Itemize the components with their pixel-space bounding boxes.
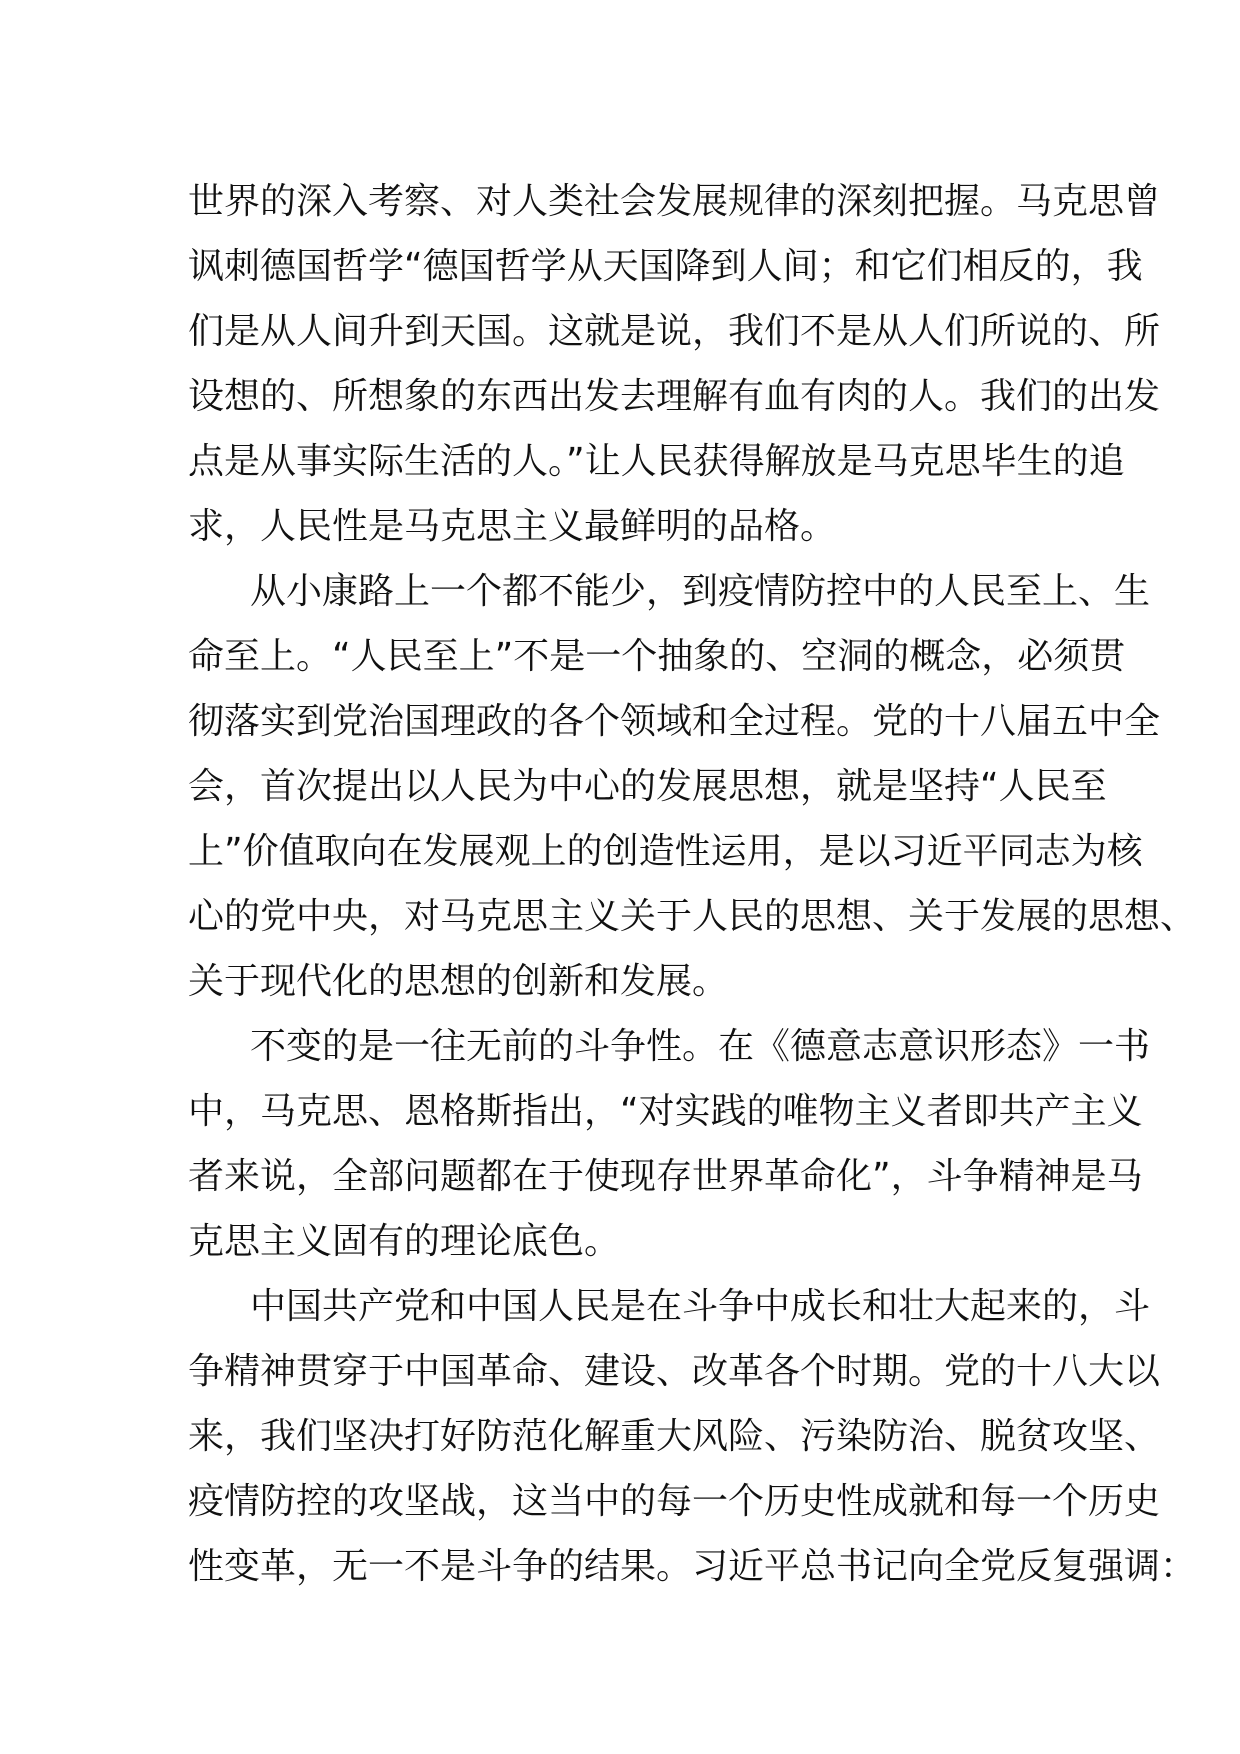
text-line: 中，马克思、恩格斯指出，“对实践的唯物主义者即共产主义 (188, 1091, 1143, 1132)
text-line: 性变革，无一不是斗争的结果。习近平总书记向全党反复强调： (188, 1546, 1197, 1587)
text-line: 会，首次提出以人民为中心的发展思想，就是坚持“人民至 (188, 766, 1107, 807)
text-line: 克思主义固有的理论底色。 (188, 1221, 621, 1262)
text-line: 求，人民性是马克思主义最鲜明的品格。 (188, 506, 837, 547)
text-line: 关于现代化的思想的创新和发展。 (188, 961, 729, 1002)
text-line: 讽刺德国哲学“德国哲学从天国降到人间；和它们相反的，我 (188, 246, 1143, 287)
text-line: 彻落实到党治国理政的各个领域和全过程。党的十八届五中全 (188, 701, 1161, 742)
paragraph-first-line: 从小康路上一个都不能少，到疫情防控中的人民至上、生 (250, 571, 1151, 612)
document-body (188, 169, 1197, 1599)
text-line: 设想的、所想象的东西出发去理解有血有肉的人。我们的出发 (188, 376, 1161, 417)
paragraph-first-line: 不变的是一往无前的斗争性。在《德意志意识形态》一书 (250, 1026, 1151, 1067)
text-line: 世界的深入考察、对人类社会发展规律的深刻把握。马克思曾 (188, 181, 1161, 222)
text-line: 者来说，全部问题都在于使现存世界革命化”，斗争精神是马 (188, 1156, 1143, 1197)
text-line: 们是从人间升到天国。这就是说，我们不是从人们所说的、所 (188, 311, 1161, 352)
text-line: 点是从事实际生活的人。”让人民获得解放是马克思毕生的追 (188, 441, 1125, 482)
text-line: 来，我们坚决打好防范化解重大风险、污染防治、脱贫攻坚、 (188, 1416, 1161, 1457)
text-line: 心的党中央，对马克思主义关于人民的思想、关于发展的思想、 (188, 896, 1197, 937)
text-line: 命至上。“人民至上”不是一个抽象的、空洞的概念，必须贯 (188, 636, 1126, 677)
text-line: 上”价值取向在发展观上的创造性运用，是以习近平同志为核 (188, 831, 1143, 872)
text-line: 疫情防控的攻坚战，这当中的每一个历史性成就和每一个历史 (188, 1481, 1161, 1522)
paragraph-first-line: 中国共产党和中国人民是在斗争中成长和壮大起来的，斗 (250, 1286, 1151, 1327)
text-line: 争精神贯穿于中国革命、建设、改革各个时期。党的十八大以 (188, 1351, 1161, 1392)
